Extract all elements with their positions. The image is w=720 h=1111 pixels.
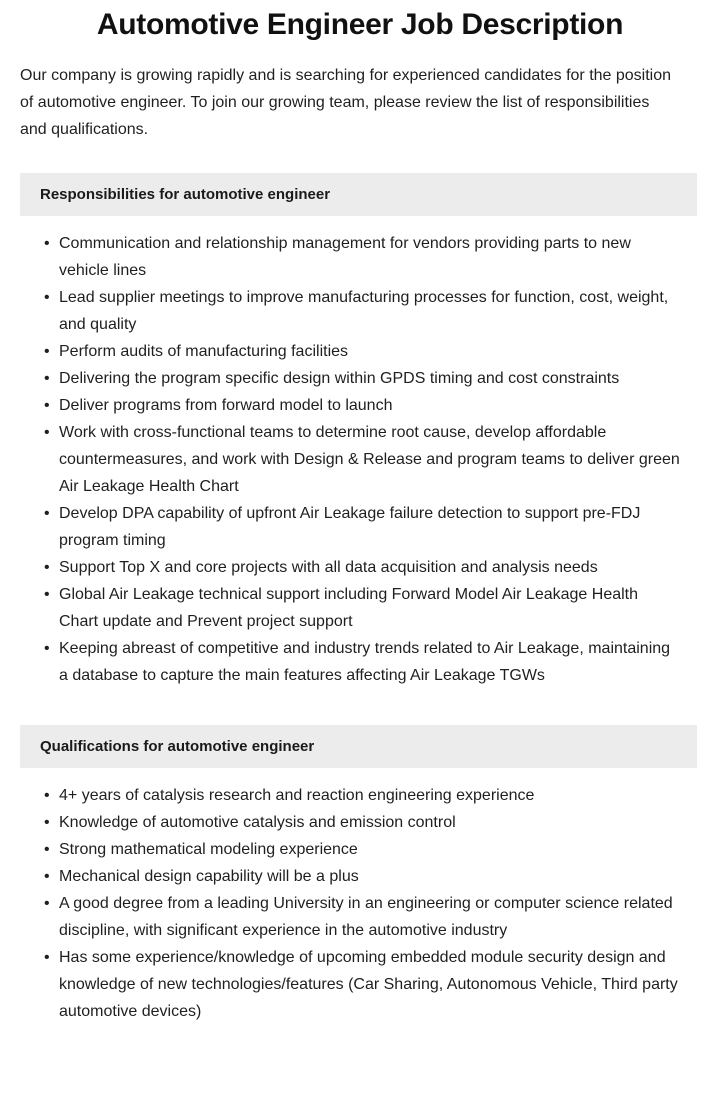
page-title: Automotive Engineer Job Description [96,8,624,41]
spacer [0,143,720,173]
section-heading-label: Responsibilities for automotive engineer [40,186,331,203]
list-item: • Strong mathematical modeling experience [44,836,680,863]
list-item: • Delivering the program specific design within GPDS timing and cost constraints [44,365,680,392]
section-header-responsibilities [20,173,697,216]
spacer [0,1025,720,1045]
list-item: • 4+ years of catalysis research and reaction engineering experience [44,782,680,809]
list-item: • Develop DPA capability of upfront Air Leakage failure detection to support pre-FDJ program timing [44,500,680,554]
responsibilities-list [0,230,720,689]
list-item: • Has some experience/knowledge of upcoming embedded module security design and knowledge of new technologies/features (Car Sharing, Autonomous Vehicle, Third party automotive devices) [44,944,680,1025]
section-header-qualifications [20,725,697,768]
list-item: • Support Top X and core projects with all data acquisition and analysis needs [44,554,680,581]
list-item: • Lead supplier meetings to improve manufacturing processes for function, cost, weight, and quality [44,284,680,338]
intro-paragraph: Our company is growing rapidly and is searching for experienced candidates for the position of automotive engineer. To join our growing team, please review the list of responsibilities and qualifications. [20,67,672,138]
spacer [0,768,720,782]
list-item: • Keeping abreast of competitive and industry trends related to Air Leakage, maintaining a database to capture the main features affecting Air Leakage TGWs [44,635,680,689]
list-item: • Perform audits of manufacturing facilities [44,338,680,365]
section-heading-label: Qualifications for automotive engineer [40,738,315,755]
list-item: • Knowledge of automotive catalysis and emission control [44,809,680,836]
list-item: • A good degree from a leading University in an engineering or computer science related discipline, with significant experience in the automotive industry [44,890,680,944]
spacer [0,216,720,230]
qualifications-list [0,782,720,1025]
section-responsibilities [0,173,720,689]
spacer [0,689,720,725]
section-qualifications [0,725,720,1025]
list-item: • Communication and relationship management for vendors providing parts to new vehicle lines [44,230,680,284]
list-item: • Deliver programs from forward model to launch [44,392,680,419]
list-item: • Work with cross-functional teams to determine root cause, develop affordable countermeasures, and work with Design & Release and program teams to deliver green Air Leakage Health Chart [44,419,680,500]
list-item: • Global Air Leakage technical support including Forward Model Air Leakage Health Chart update and Prevent project support [44,581,680,635]
list-item: • Mechanical design capability will be a plus [44,863,680,890]
